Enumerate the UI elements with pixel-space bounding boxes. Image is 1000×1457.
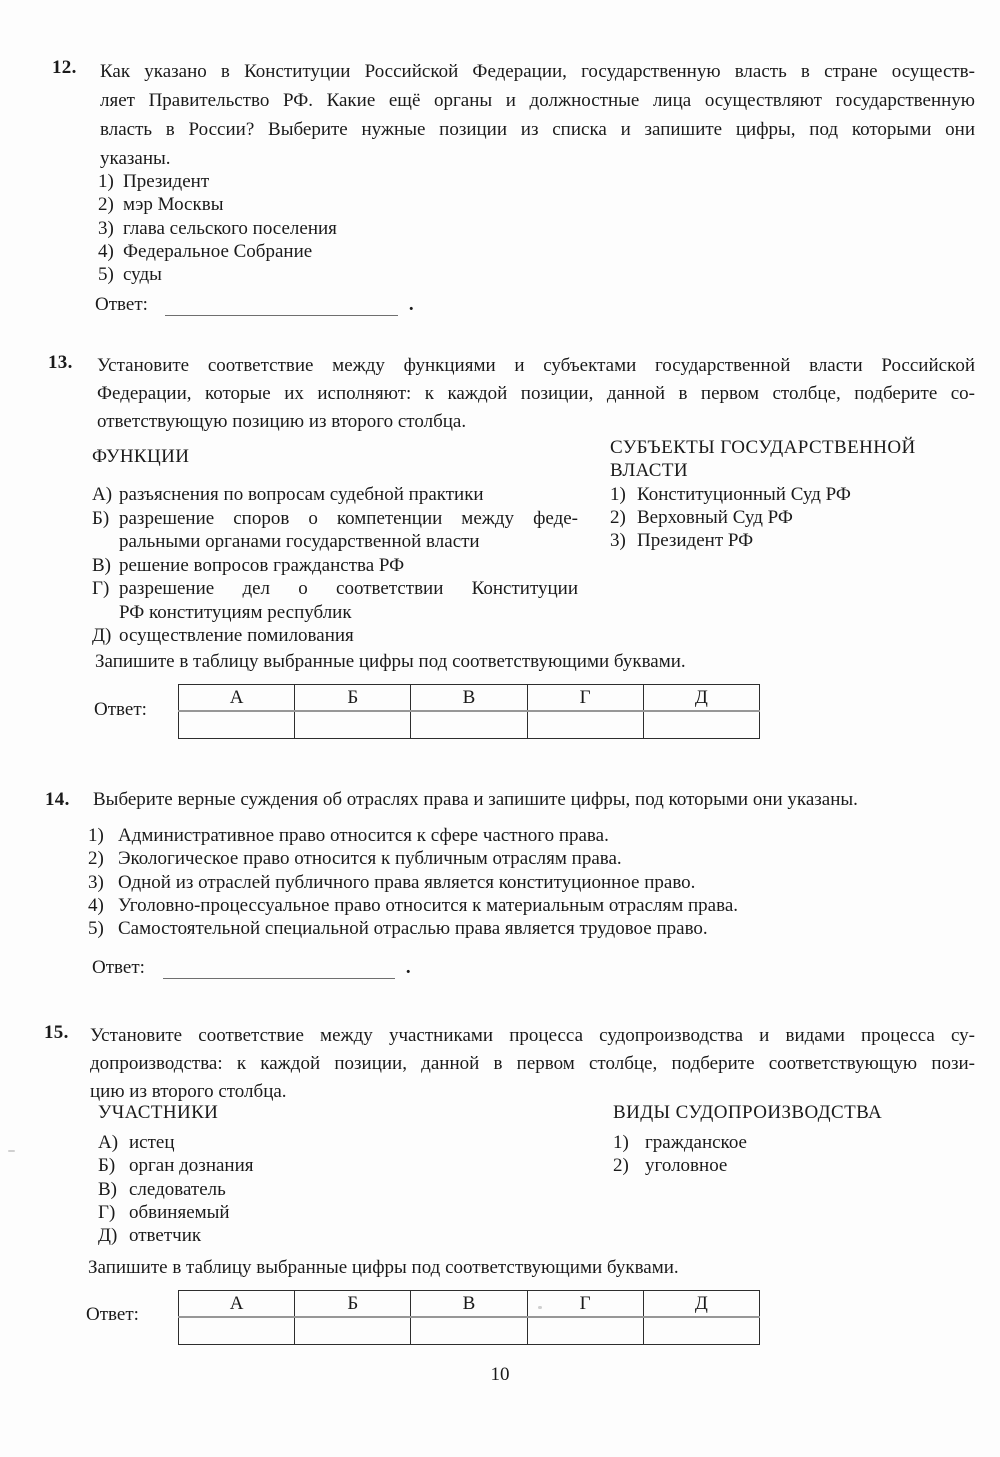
item-line: разъяснения по вопросам судебной практики: [119, 484, 484, 505]
prompt-line: Установите соответствие между функциями и субъектами государственной власти Российской: [97, 355, 975, 376]
question-12-number: 12.: [52, 57, 77, 78]
matching-item: [92, 554, 578, 578]
answer-cell[interactable]: [643, 1317, 759, 1345]
item-text: уголовное: [645, 1155, 728, 1177]
question-15-prompt: [90, 1022, 975, 1106]
item-text: Верховный Суд РФ: [637, 507, 793, 528]
answer-label: Ответ:: [94, 699, 147, 720]
question-14-options: [88, 824, 738, 940]
item-text: Конституционный Суд РФ: [637, 484, 851, 505]
item-text: Президент РФ: [637, 530, 754, 551]
answer-period: .: [408, 294, 414, 315]
prompt-line: допроизводства: к каждой позиции, данной в первом столбце, подберите соответствующую пози-: [90, 1053, 975, 1074]
item-marker: Д): [98, 1225, 118, 1247]
prompt-line: Как указано в Конституции Российской Федерации, государственную власть в стране осуществ-: [100, 61, 975, 82]
question-14-prompt: Выберите верные суждения об отраслях права и запишите цифры, под которыми они указаны.: [93, 789, 858, 810]
answer-period: .: [405, 957, 411, 978]
table-header-cell: Б: [295, 685, 411, 712]
answer-cell[interactable]: [527, 711, 643, 739]
matching-item: [98, 1154, 254, 1177]
matching-item: [92, 624, 578, 648]
item-text: следователь: [129, 1178, 226, 1200]
option-text: Президент: [123, 171, 210, 192]
answer-label: Ответ:: [86, 1304, 139, 1325]
item-marker: 3): [610, 530, 626, 551]
table-header-cell: А: [179, 685, 295, 712]
item-text: обвиняемый: [129, 1201, 230, 1223]
option-text: Федеральное Собрание: [123, 240, 313, 262]
answer-cell[interactable]: [179, 711, 295, 739]
option-marker: 5): [98, 264, 114, 286]
matching-item: [613, 1131, 747, 1154]
answer-table: [178, 1290, 760, 1345]
option-marker: 1): [98, 171, 114, 192]
option-marker: 4): [98, 240, 114, 262]
item-text: гражданское: [645, 1132, 747, 1153]
table-header-cell: В: [411, 685, 527, 712]
option-item: [88, 894, 738, 917]
question-15-number: 15.: [44, 1022, 69, 1043]
question-13-prompt: [97, 352, 975, 436]
table-header-cell: Г: [527, 1291, 643, 1318]
item-marker: Б): [92, 507, 110, 529]
option-marker: 3): [88, 871, 104, 893]
item-marker: 2): [613, 1155, 629, 1177]
page-number: 10: [490, 1364, 510, 1385]
option-text: Одной из отраслей публичного права является конституционное право.: [118, 871, 696, 893]
scan-speck: [8, 1150, 15, 1152]
prompt-line: цию из второго столбца.: [90, 1081, 287, 1102]
answer-table: [178, 684, 760, 739]
answer-cell[interactable]: [295, 711, 411, 739]
answer-cell[interactable]: [295, 1317, 411, 1345]
matching-item: [98, 1178, 254, 1201]
header-line: ВЛАСТИ: [610, 460, 689, 481]
matching-item: [610, 483, 851, 506]
prompt-line: Установите соответствие между участниками процесса судопроизводства и видами процесса су-: [90, 1025, 975, 1046]
item-text: истец: [129, 1132, 175, 1153]
item-marker: Г): [92, 578, 110, 599]
matching-item: [610, 529, 851, 552]
matching-item: [98, 1201, 254, 1224]
item-marker: А): [98, 1132, 119, 1153]
matching-item: [92, 577, 578, 624]
item-line: РФ конституциям республик: [119, 601, 352, 623]
option-text: мэр Москвы: [123, 194, 224, 216]
answer-table-q15-wrap: [178, 1290, 760, 1345]
item-text: ответчик: [129, 1225, 202, 1247]
table-header-cell: Д: [643, 685, 759, 712]
item-marker: 1): [610, 484, 626, 505]
option-item: [98, 170, 337, 193]
option-marker: 5): [88, 918, 104, 940]
header-line: СУБЪЕКТЫ ГОСУДАРСТВЕННОЙ: [610, 437, 916, 458]
option-text: суды: [123, 264, 162, 286]
option-marker: 2): [88, 848, 104, 870]
table-header-cell: Г: [527, 685, 643, 712]
answer-label: Ответ:: [95, 294, 148, 315]
option-text: Экологическое право относится к публичным отраслям права.: [118, 848, 622, 870]
prompt-line: Федерации, которые их исполняют: к каждой позиции, данной в первом столбце, подберите со-: [97, 383, 975, 404]
option-marker: 3): [98, 217, 114, 239]
option-marker: 1): [88, 825, 104, 846]
question-14-number: 14.: [45, 789, 70, 810]
item-marker: В): [98, 1178, 117, 1200]
matching-right-list: [610, 483, 851, 552]
item-marker: В): [92, 554, 111, 576]
answer-label: Ответ:: [92, 957, 145, 978]
option-marker: 2): [98, 194, 114, 216]
matching-left-header: УЧАСТНИКИ: [98, 1102, 219, 1123]
item-marker: Б): [98, 1155, 116, 1177]
answer-cell[interactable]: [527, 1317, 643, 1345]
question-14-answer-row: [92, 957, 411, 979]
table-header-cell: В: [411, 1291, 527, 1318]
answer-cell[interactable]: [411, 711, 527, 739]
matching-item: [613, 1154, 747, 1177]
item-line: решение вопросов гражданства РФ: [119, 554, 405, 576]
item-line: разрешение споров о компетенции между феде-: [119, 507, 578, 529]
item-line: разрешение дел о соответствии Конституции: [119, 578, 578, 599]
table-instruction: Запишите в таблицу выбранные цифры под соответствующими буквами.: [95, 651, 686, 672]
option-item: [88, 847, 738, 870]
matching-item: [92, 507, 578, 554]
item-marker: Г): [98, 1201, 116, 1223]
answer-blank[interactable]: [163, 959, 395, 979]
prompt-line: ляет Правительство РФ. Какие ещё органы и должностные лица осуществляют государственную: [100, 90, 975, 111]
matching-right-header: ВИДЫ СУДОПРОИЗВОДСТВА: [613, 1102, 883, 1123]
item-line: ральными органами государственной власти: [119, 531, 480, 552]
matching-item: [92, 483, 578, 507]
matching-left-list: [98, 1131, 254, 1247]
item-marker: А): [92, 484, 113, 505]
matching-item: [98, 1131, 254, 1154]
option-item: [98, 193, 337, 216]
question-12-prompt: [100, 57, 975, 173]
prompt-line: ответствующую позицию из второго столбца.: [97, 411, 467, 432]
question-12-options: [98, 170, 337, 286]
item-line: осуществление помилования: [119, 625, 354, 646]
answer-cell[interactable]: [643, 711, 759, 739]
matching-left-header: ФУНКЦИИ: [92, 446, 190, 467]
matching-left-list: [92, 483, 578, 648]
option-item: [98, 263, 337, 286]
scan-speck: [538, 1306, 542, 1309]
option-text: глава сельского поселения: [123, 217, 337, 239]
option-item: [98, 217, 337, 240]
question-13-number: 13.: [48, 352, 73, 373]
option-text: Административное право относится к сфере частного права.: [118, 825, 609, 846]
option-text: Самостоятельной специальной отраслью права является трудовое право.: [118, 918, 708, 940]
table-instruction: Запишите в таблицу выбранные цифры под соответствующими буквами.: [88, 1257, 679, 1278]
answer-blank[interactable]: [165, 296, 398, 316]
option-item: [88, 871, 738, 894]
table-header-cell: Б: [295, 1291, 411, 1318]
option-marker: 4): [88, 894, 104, 916]
prompt-line: указаны.: [100, 148, 171, 169]
item-marker: Д): [92, 625, 112, 646]
option-item: [98, 240, 337, 263]
answer-table-q13-wrap: [178, 684, 760, 739]
table-header-cell: Д: [643, 1291, 759, 1318]
option-item: [88, 917, 738, 940]
item-marker: 2): [610, 507, 626, 528]
prompt-line: власть в России? Выберите нужные позиции из списка и запишите цифры, под которыми они: [100, 119, 975, 140]
matching-item: [98, 1224, 254, 1247]
matching-right-list: [613, 1131, 747, 1178]
option-item: [88, 824, 738, 847]
item-text: орган дознания: [129, 1155, 254, 1177]
question-12-answer-row: [95, 294, 414, 316]
option-text: Уголовно-процессуальное право относится к материальным отраслям права.: [118, 894, 739, 916]
table-header-cell: А: [179, 1291, 295, 1318]
matching-item: [610, 506, 851, 529]
matching-right-header: [610, 436, 916, 482]
answer-cell[interactable]: [411, 1317, 527, 1345]
item-marker: 1): [613, 1132, 629, 1153]
answer-cell[interactable]: [179, 1317, 295, 1345]
